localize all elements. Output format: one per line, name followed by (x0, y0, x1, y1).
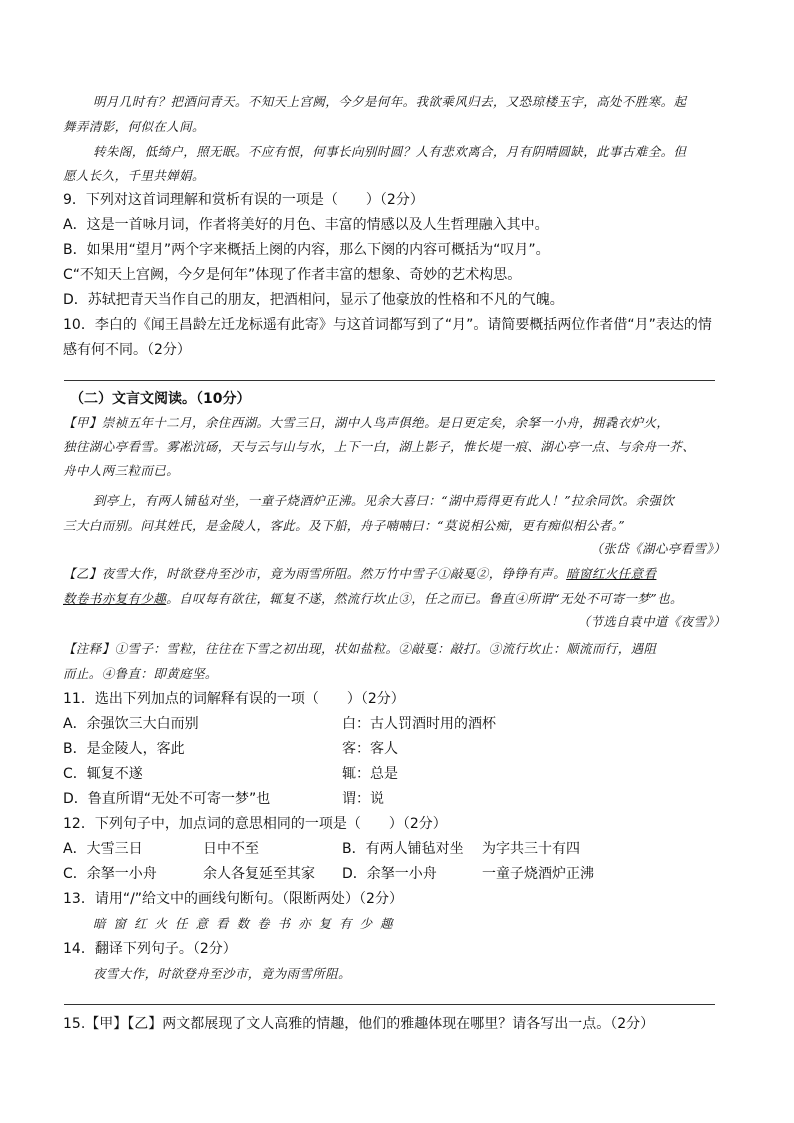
q11-row-d: D．鲁直所谓“无处不可寄一梦”也 (63, 791, 271, 807)
jia-source: （张岱《湖心亭看雪》） (590, 541, 726, 556)
q11-row-b: B．是金陵人，客此 (63, 741, 185, 757)
poem-line-4: 愿人长久，千里共婵娟。 (63, 168, 205, 183)
jia-line-1: 【甲】崇祯五年十二月，余住西湖。大雪三日，湖中人鸟声俱绝。是日更定矣，余拏一小舟，拥毳衣炉火， (63, 415, 670, 430)
section-title: （二）文言文阅读。（10分） (70, 391, 251, 407)
q12-stem: 12．下列句子中，加点词的意思相同的一项是（ ）（2分） (63, 816, 447, 832)
q14-stem: 14．翻译下列句子。（2分） (63, 941, 237, 957)
q13-sentence: 暗窗红火任意看数卷书亦复有少趣 (93, 916, 401, 931)
q10-line-2: 感有何不同。（2分） (63, 342, 191, 358)
q12-option-a-1: A．大雪三日 (63, 841, 143, 857)
q11-row-a-gloss: 白：古人罚酒时用的酒杯 (342, 716, 496, 732)
jia-line-4: 到亭上，有两人铺毡对坐，一童子烧酒炉正沸。见余大喜曰：“湖中焉得更有此人！”拉余同饮。余强饮 (93, 493, 675, 508)
q15-stem: 15.【甲】【乙】两文都展现了文人高雅的情趣，他们的雅趣体现在哪里？请各写出一点。（2分） (63, 1016, 655, 1032)
yi-line-2 (63, 589, 683, 609)
q11-row-b-gloss: 客：客人 (342, 741, 398, 757)
note-line-1: 【注释】①雪子：雪粒，往往在下雪之初出现，状如盐粒。②敲戛：敲打。③流行坎止：顺流而行，遇阻 (63, 641, 657, 656)
q9-option-a: A．这是一首咏月词，作者将美好的月色、丰富的情感以及人生哲理融入其中。 (63, 217, 549, 233)
jia-line-5: 三大白而别。问其姓氏，是金陵人，客此。及下船，舟子喃喃曰：“莫说相公痴，更有痴似相公者。” (63, 518, 626, 533)
jia-line-3: 舟中人两三粒而已。 (63, 463, 180, 478)
yi-underlined-part-1: 暗窗红火任意看 (566, 566, 657, 581)
poem-line-2: 舞弄清影，何似在人间。 (63, 119, 205, 134)
q11-row-c: C．辄复不遂 (63, 766, 143, 782)
poem-line-1: 明月几时有？把酒问青天。不知天上宫阙，今夕是何年。我欲乘风归去，又恐琼楼玉宇，高处不胜寒。起 (93, 94, 687, 109)
q12-option-c-2: 余人各复延至其家 (203, 866, 315, 882)
q10-line-1: 10．李白的《闻王昌龄左迁龙标遥有此寄》与这首词都写到了“月”。请简要概括两位作者借“月”表达的情 (63, 317, 712, 333)
q12-option-a-2: 日中不至 (203, 841, 259, 857)
q11-row-c-gloss: 辄：总是 (342, 766, 398, 782)
q9-option-b: B．如果用“望月”两个字来概括上阕的内容，那么下阕的内容可概括为“叹月”。 (63, 242, 550, 258)
yi-line-2-text: 。自叹每有欲往，辄复不遂，然流行坎止③，任之而已。鲁直④所谓“无处不可寄一梦”也。 (166, 591, 683, 606)
jia-line-2: 独往湖心亭看雪。雾凇沆砀，天与云与山与水，上下一白，湖上影子，惟长堤一痕、湖心亭一点、与余舟一芥、 (63, 439, 696, 454)
q9-option-c: C“不知天上宫阙，今夕是何年”体现了作者丰富的想象、奇妙的艺术构思。 (63, 267, 522, 283)
q14-sentence: 夜雪大作，时欲登舟至沙市，竟为雨雪所阻。 (93, 966, 352, 981)
q11-row-a: A．余强饮三大白而别 (63, 716, 199, 732)
q12-option-c-1: C．余拏一小舟 (63, 866, 157, 882)
poem-line-3: 转朱阁，低绮户，照无眠。不应有恨，何事长向别时圆？人有悲欢离合，月有阴晴圆缺，此事古难全。但 (93, 144, 687, 159)
yi-underlined-part-2: 数卷书亦复有少趣 (63, 591, 167, 606)
q12-option-d-2: 一童子烧酒炉正沸 (482, 866, 594, 882)
answer-rule-1 (64, 380, 715, 381)
yi-line-1-text: 【乙】夜雪大作，时欲登舟至沙市，竟为雨雪所阻。然万竹中雪子①敲戛②，铮铮有声。 (63, 566, 567, 581)
answer-rule-2 (64, 1004, 715, 1005)
q13-stem: 13．请用“/”给文中的画线句断句。（限断两处）（2分） (63, 891, 403, 907)
q9-stem: 9．下列对这首词理解和赏析有误的一项是（ ）（2分） (63, 192, 424, 208)
q11-row-d-gloss: 谓：说 (342, 791, 384, 807)
q12-option-b-2: 为字共三十有四 (482, 841, 580, 857)
yi-line-1 (63, 564, 656, 584)
q12-option-d-1: D．余拏一小舟 (342, 866, 437, 882)
note-line-2: 而止。④鲁直：即黄庭坚。 (63, 666, 218, 681)
q11-stem: 11．选出下列加点的词解释有误的一项（ ）（2分） (63, 691, 405, 707)
yi-source: （节选自袁中道《夜雪》） (577, 614, 726, 629)
q12-option-b-1: B．有两人铺毡对坐 (342, 841, 464, 857)
q9-option-d: D．苏轼把青天当作自己的朋友，把酒相问，显示了他豪放的性格和不凡的气魄。 (63, 292, 564, 308)
